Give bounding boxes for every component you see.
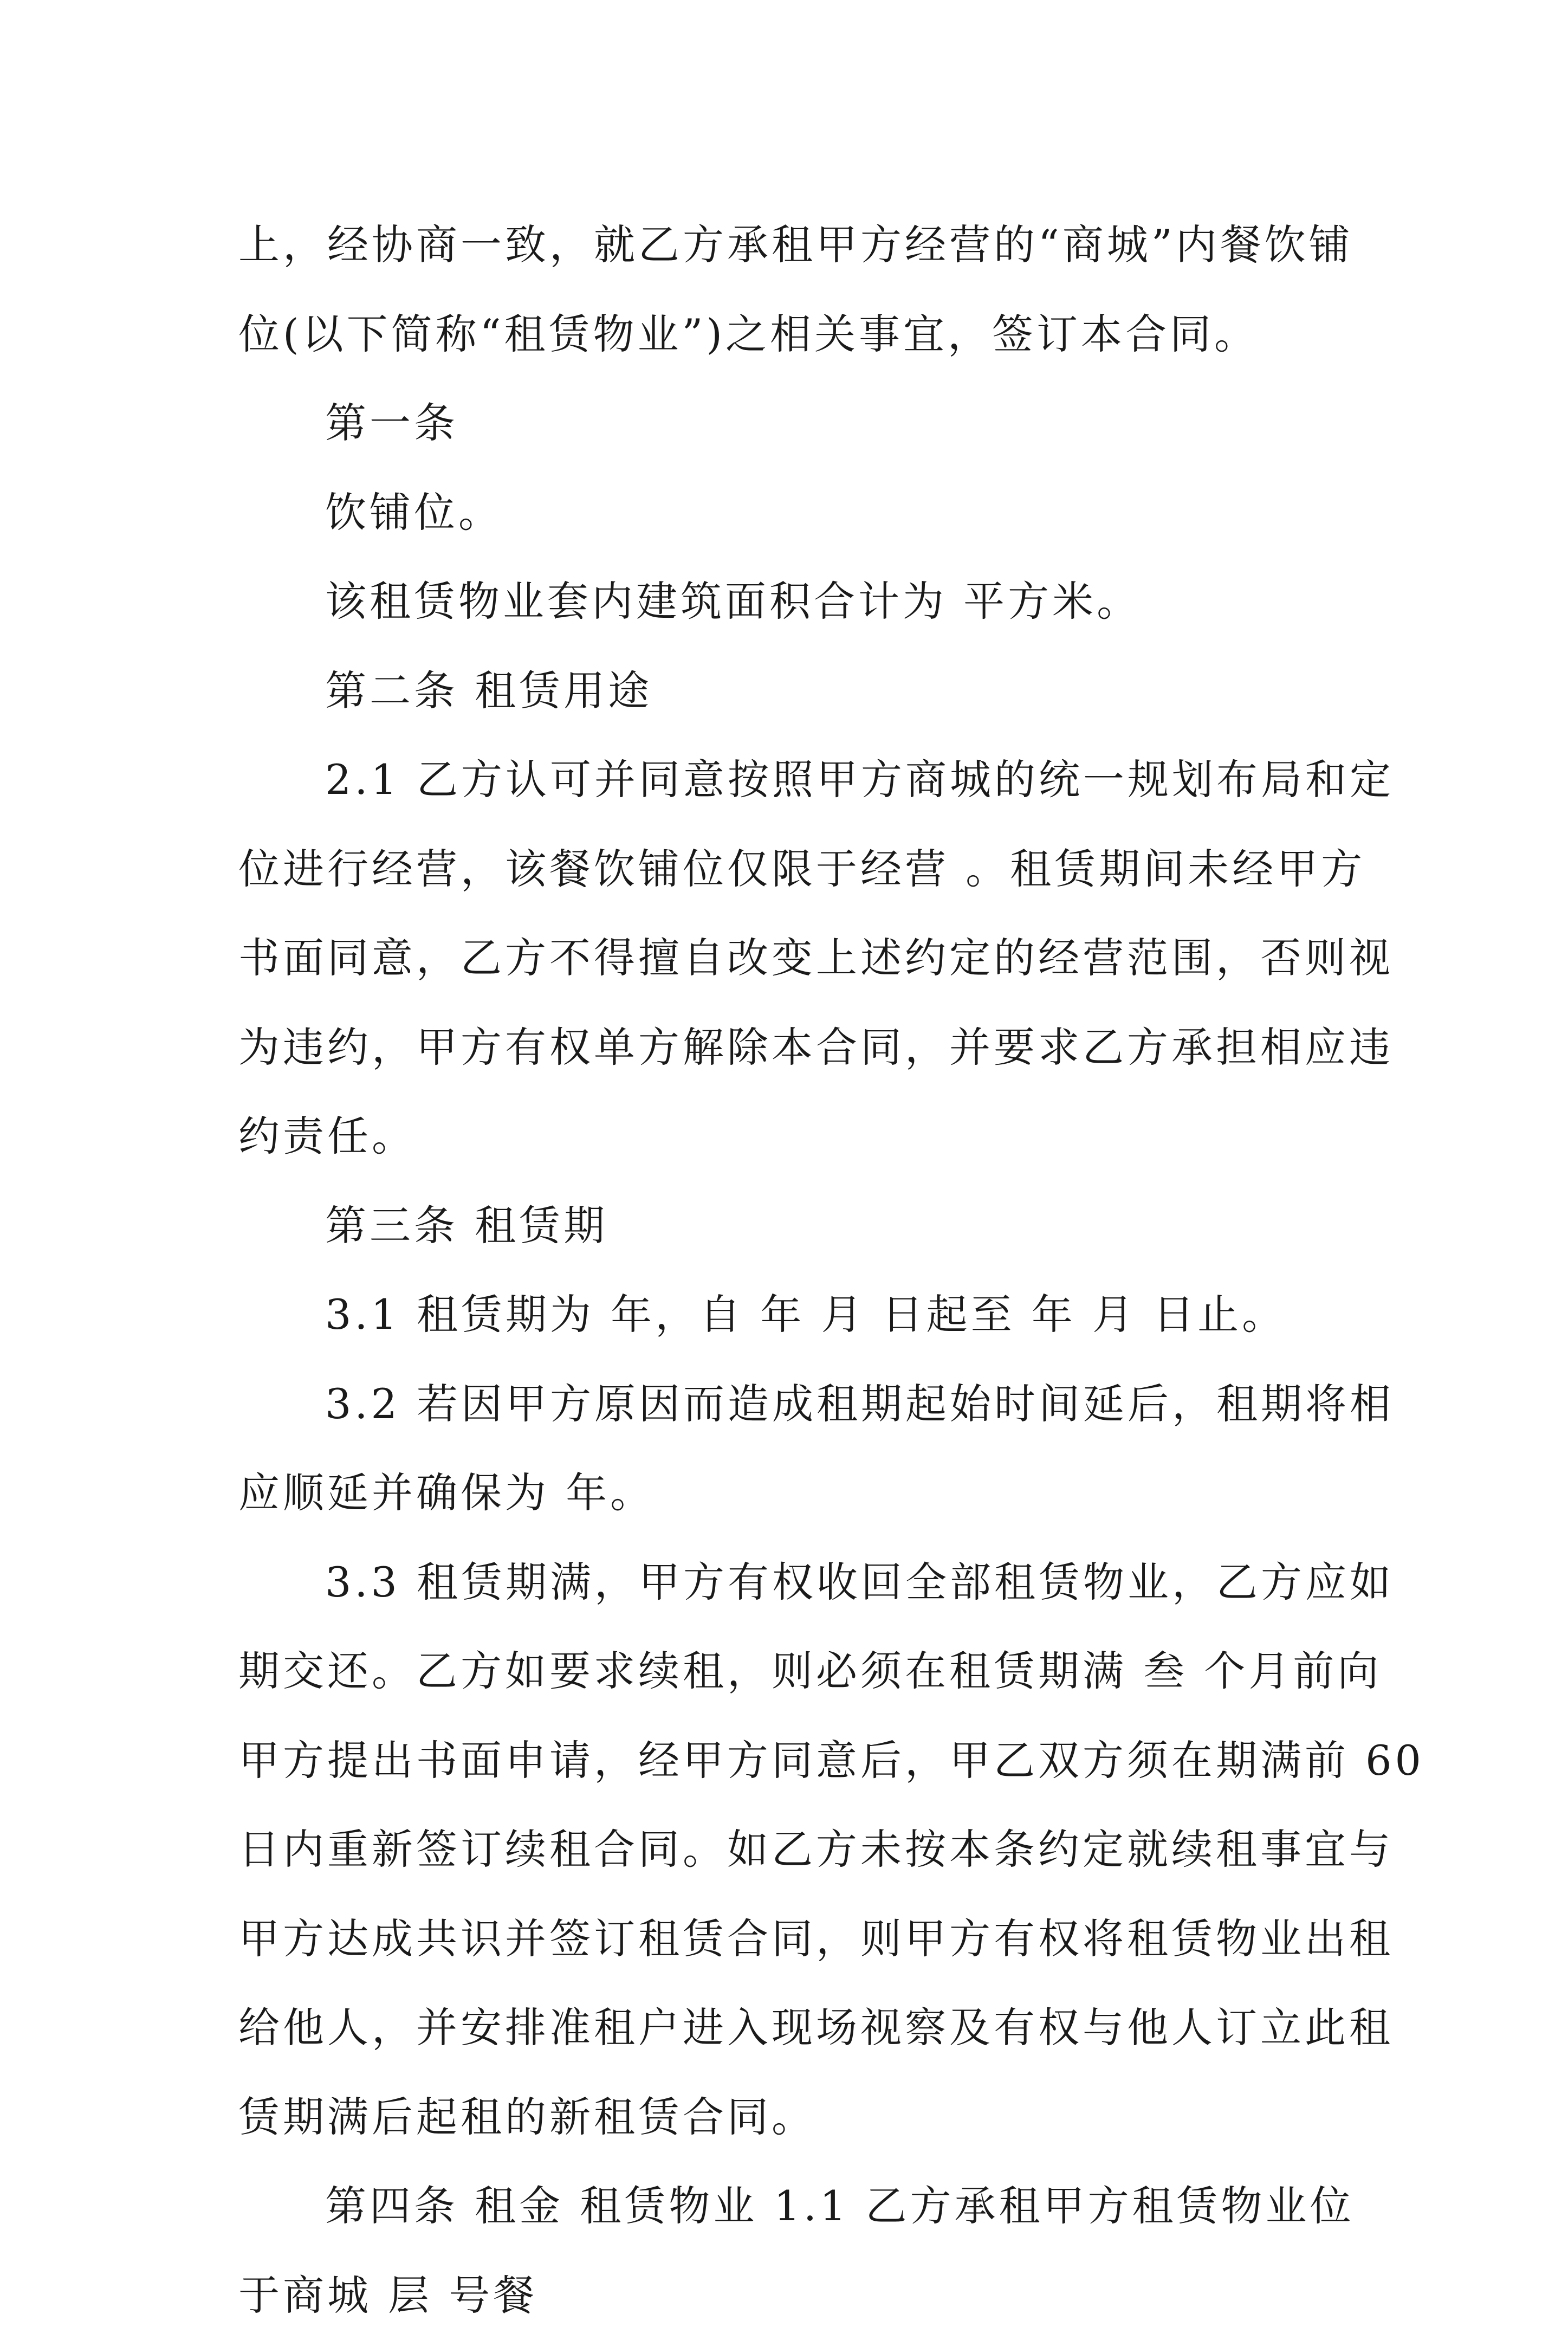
text-line: 该租赁物业套内建筑面积合计为 平方米。 [238,557,1341,647]
text-line: 位进行经营，该餐饮铺位仅限于经营 。租赁期间未经甲方 [238,825,1341,914]
clause-line: 3.2 若因甲方原因而造成租期起始时间延后，租期将相 [238,1360,1341,1449]
text-line: 赁期满后起租的新租赁合同。 [238,2073,1341,2162]
text-line: 期交还。乙方如要求续租，则必须在租赁期满 叁 个月前向 [238,1627,1341,1716]
document-page [238,201,1341,2340]
text-line: 给他人，并安排准租户进入现场视察及有权与他人订立此租 [238,1983,1341,2073]
text-line: 位(以下简称“租赁物业”)之相关事宜，签订本合同。 [238,290,1341,379]
text-line: 约责任。 [238,1092,1341,1181]
article-heading: 第二条 租赁用途 [238,647,1341,736]
text-line: 书面同意，乙方不得擅自改变上述约定的经营范围，否则视 [238,914,1341,1003]
article-heading: 第三条 租赁期 [238,1181,1341,1271]
clause-line: 3.1 租赁期为 年，自 年 月 日起至 年 月 日止。 [238,1270,1341,1360]
text-line: 上，经协商一致，就乙方承租甲方经营的“商城”内餐饮铺 [238,201,1341,290]
clause-line: 2.1 乙方认可并同意按照甲方商城的统一规划布局和定 [238,735,1341,825]
article-heading: 第四条 租金 租赁物业 1.1 乙方承租甲方租赁物业位 [238,2162,1341,2251]
text-line: 甲方提出书面申请，经甲方同意后，甲乙双方须在期满前 60 [238,1716,1341,1806]
article-heading: 第一条 [238,379,1341,468]
text-line: 于商城 层 号餐 [238,2251,1341,2340]
clause-line: 3.3 租赁期满，甲方有权收回全部租赁物业，乙方应如 [238,1538,1341,1627]
text-line: 为违约，甲方有权单方解除本合同，并要求乙方承担相应违 [238,1003,1341,1093]
text-line: 日内重新签订续租合同。如乙方未按本条约定就续租事宜与 [238,1805,1341,1895]
text-line: 甲方达成共识并签订租赁合同，则甲方有权将租赁物业出租 [238,1895,1341,1984]
text-line: 饮铺位。 [238,468,1341,558]
text-line: 应顺延并确保为 年。 [238,1449,1341,1538]
